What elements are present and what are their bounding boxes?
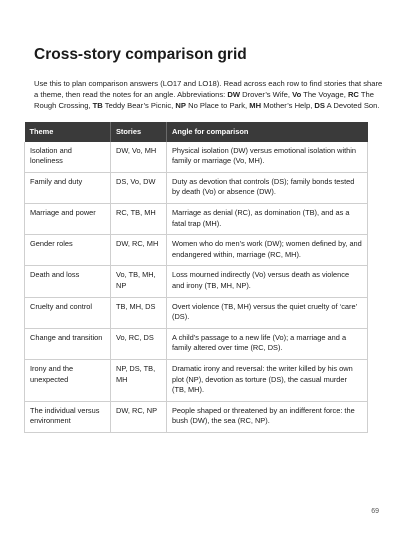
abbreviation-code: DW: [227, 89, 241, 99]
intro-text: The Rough Crossing,: [34, 89, 374, 110]
page-number: 69: [371, 508, 379, 515]
table-row: [25, 172, 368, 203]
angle-cell: Dramatic irony and reversal: the writer killed by his own plot (NP), devotion as torture (DS), the casual murder (TB, MH).: [167, 359, 368, 401]
abbreviation-code: TB: [92, 101, 103, 110]
intro-text: Use this to plan comparison answers (LO17 and LO18). Read across each row to find stories that share a theme, then read the notes for an angle. Abbreviations:: [34, 78, 383, 99]
table-row: [25, 297, 368, 328]
angle-cell: People shaped or threatened by an indifferent force: the bush (DW), the sea (RC, NP).: [167, 401, 368, 432]
page-title: Cross-story comparison grid: [34, 46, 247, 63]
header-theme: Theme: [25, 122, 111, 142]
header-stories: Stories: [111, 122, 167, 142]
intro-paragraph: [34, 78, 384, 112]
header-angle: Angle for comparison: [167, 122, 368, 142]
intro-text: Teddy Bear’s Picnic,: [102, 101, 176, 110]
angle-cell: Physical isolation (DW) versus emotional isolation within family or marriage (Vo, MH).: [167, 142, 368, 173]
stories-cell: DW, RC, NP: [111, 401, 167, 432]
table-row: [25, 142, 368, 173]
stories-cell: RC, TB, MH: [111, 203, 167, 234]
intro-text: Mother’s Help,: [261, 101, 315, 110]
theme-cell: Family and duty: [25, 172, 111, 203]
angle-cell: A child’s passage to a new life (Vo); a marriage and a family altered over time (RC, DS).: [167, 328, 368, 359]
angle-cell: Marriage as denial (RC), as domination (TB), and as a fatal trap (MH).: [167, 203, 368, 234]
intro-text: The Voyage,: [301, 89, 348, 99]
angle-cell: Duty as devotion that controls (DS); family bonds tested by death (Vo) or absence (DW).: [167, 172, 368, 203]
stories-cell: Vo, TB, MH, NP: [111, 266, 167, 297]
theme-cell: Irony and the unexpected: [25, 359, 111, 401]
stories-cell: TB, MH, DS: [111, 297, 167, 328]
angle-cell: Overt violence (TB, MH) versus the quiet cruelty of ‘care’ (DS).: [167, 297, 368, 328]
theme-cell: Gender roles: [25, 235, 111, 266]
comparison-table: [24, 122, 368, 433]
abbreviation-code: Vo: [292, 89, 302, 99]
stories-cell: DS, Vo, DW: [111, 172, 167, 203]
abbreviation-code: RC: [347, 89, 359, 99]
angle-cell: Women who do men’s work (DW); women defined by, and endangered within, marriage (RC, MH).: [167, 235, 368, 266]
abbreviation-code: MH: [249, 101, 262, 110]
table-row: [25, 235, 368, 266]
intro-text: No Place to Park,: [185, 101, 250, 110]
intro-text: Drover’s Wife,: [240, 89, 293, 99]
table-row: [25, 328, 368, 359]
theme-cell: Change and transition: [25, 328, 111, 359]
table-row: [25, 203, 368, 234]
theme-cell: The individual versus environment: [25, 401, 111, 432]
table-row: [25, 401, 368, 432]
table-row: [25, 359, 368, 401]
abbreviation-code: DS: [314, 101, 325, 110]
abbreviation-code: NP: [175, 101, 186, 110]
theme-cell: Isolation and loneliness: [25, 142, 111, 173]
stories-cell: Vo, RC, DS: [111, 328, 167, 359]
theme-cell: Death and loss: [25, 266, 111, 297]
stories-cell: NP, DS, TB, MH: [111, 359, 167, 401]
intro-text: A Devoted Son.: [324, 101, 380, 110]
theme-cell: Marriage and power: [25, 203, 111, 234]
theme-cell: Cruelty and control: [25, 297, 111, 328]
stories-cell: DW, RC, MH: [111, 235, 167, 266]
stories-cell: DW, Vo, MH: [111, 142, 167, 173]
table-row: [25, 266, 368, 297]
table-header-row: [25, 122, 368, 142]
angle-cell: Loss mourned indirectly (Vo) versus death as violence and irony (TB, MH, NP).: [167, 266, 368, 297]
